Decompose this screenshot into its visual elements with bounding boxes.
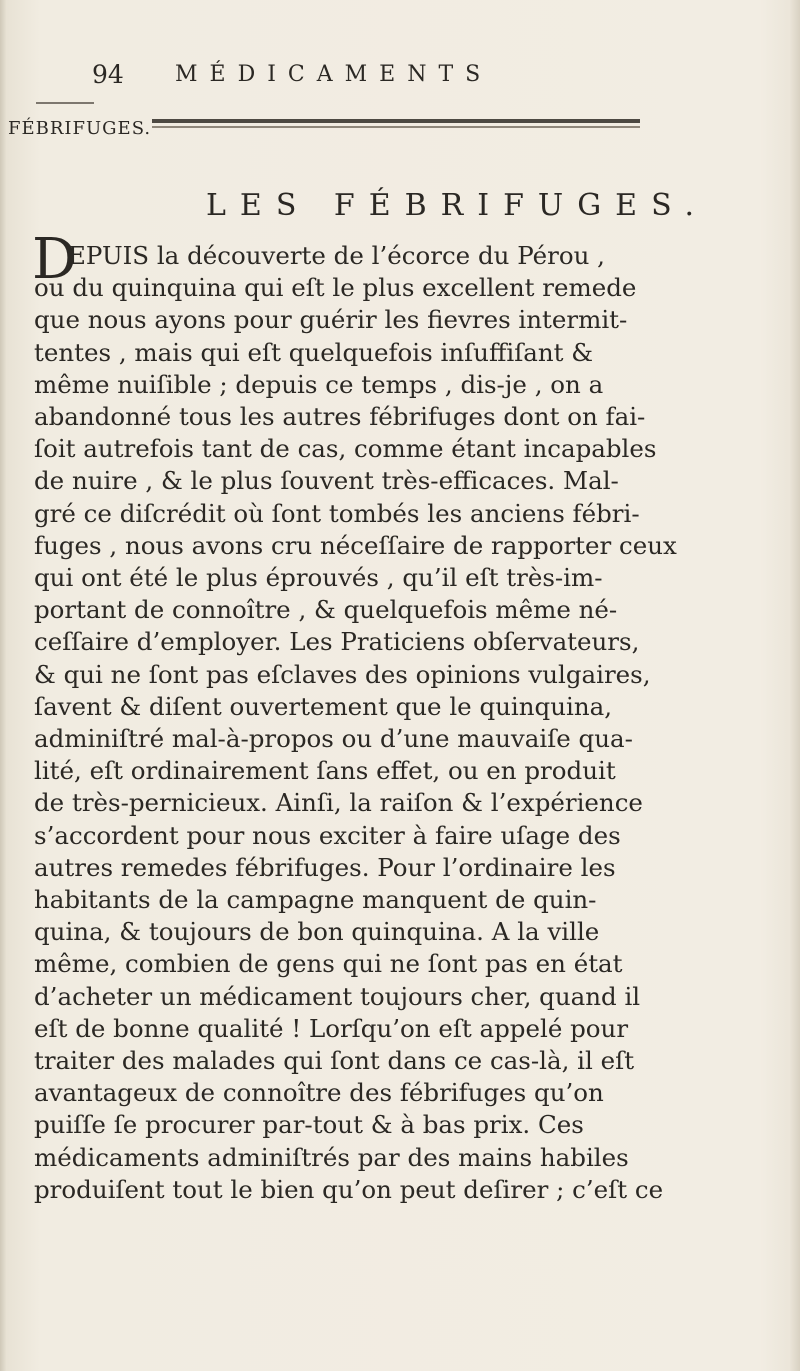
- drop-cap: D: [32, 227, 77, 292]
- chapter-title: LES FÉBRIFUGES.: [206, 188, 709, 223]
- margin-rule: [36, 102, 94, 104]
- text-line-15: ſavent & diſent ouvertement que le quinquina,: [34, 691, 613, 721]
- text-line-16: adminiſtré mal-à-propos ou d’une mauvaiſe qua-: [34, 724, 633, 754]
- text-line-14: & qui ne ſont pas eſclaves des opinions vulgaires,: [34, 659, 651, 689]
- body-text: [32, 227, 754, 1206]
- text-line-6: abandonné tous les autres fébrifuges dont on fai-: [34, 402, 646, 432]
- text-line-30: produiſent tout le bien qu’on peut deſirer ; c’eſt ce: [34, 1174, 664, 1204]
- right-page-edge: [790, 0, 800, 1371]
- text-line-29: médicaments adminiſtrés par des mains habiles: [34, 1142, 629, 1172]
- text-line-2: ou du quinquina qui eſt le plus excellent remede: [34, 273, 637, 303]
- text-line-20: autres remedes fébrifuges. Pour l’ordinaire les: [34, 852, 616, 882]
- first-line-text: EPUIS la découverte de l’écorce du Pérou ,: [68, 241, 605, 270]
- text-line-13: ceſſaire d’employer. Les Praticiens obſervateurs,: [34, 627, 640, 657]
- text-line-22: quina, & toujours de bon quinquina. A la ville: [34, 917, 600, 947]
- margin-note: FÉBRIFUGES.: [8, 118, 152, 139]
- text-line-27: avantageux de connoître des fébrifuges qu’on: [34, 1078, 604, 1108]
- text-line-25: eſt de bonne qualité ! Lorſqu’on eſt appelé pour: [34, 1013, 629, 1043]
- text-line-7: ſoit autrefois tant de cas, comme étant incapables: [34, 434, 657, 464]
- text-line-5: même nuiſible ; depuis ce temps , dis-je , on a: [34, 369, 604, 399]
- text-line-18: de très-pernicieux. Ainſi, la raiſon & l’expérience: [34, 788, 643, 818]
- text-line-9: gré ce diſcrédit où ſont tombés les anciens fébri-: [34, 498, 640, 528]
- text-line-8: de nuire , & le plus ſouvent très-efficaces. Mal-: [34, 466, 619, 496]
- running-head: MÉDICAMENTS: [175, 62, 493, 87]
- header-rule-secondary: [152, 126, 640, 128]
- text-line-3: que nous ayons pour guérir les fievres intermit-: [34, 305, 628, 335]
- left-page-edge: [0, 0, 6, 1371]
- header-rule: [152, 119, 640, 123]
- text-line-4: tentes , mais qui eſt quelquefois inſuffiſant &: [34, 337, 594, 367]
- text-line-28: puiſſe ſe procurer par-tout & à bas prix. Ces: [34, 1110, 584, 1140]
- text-line-26: traiter des malades qui ſont dans ce cas-là, il eſt: [34, 1046, 635, 1076]
- text-line-12: portant de connoître , & quelquefois même né-: [34, 595, 618, 625]
- text-line-24: d’acheter un médicament toujours cher, quand il: [34, 981, 641, 1011]
- text-line-19: s’accordent pour nous exciter à faire uſage des: [34, 820, 621, 850]
- text-line-11: qui ont été le plus éprouvés , qu’il eſt très-im-: [34, 563, 603, 593]
- text-line-23: même, combien de gens qui ne ſont pas en état: [34, 949, 623, 979]
- text-line-10: fuges , nous avons cru néceſſaire de rapporter ceux: [34, 530, 677, 560]
- page-number: 94: [92, 60, 124, 89]
- text-line-17: lité, eſt ordinairement ſans effet, ou en produit: [34, 756, 616, 786]
- text-line-21: habitants de la campagne manquent de quin-: [34, 885, 597, 915]
